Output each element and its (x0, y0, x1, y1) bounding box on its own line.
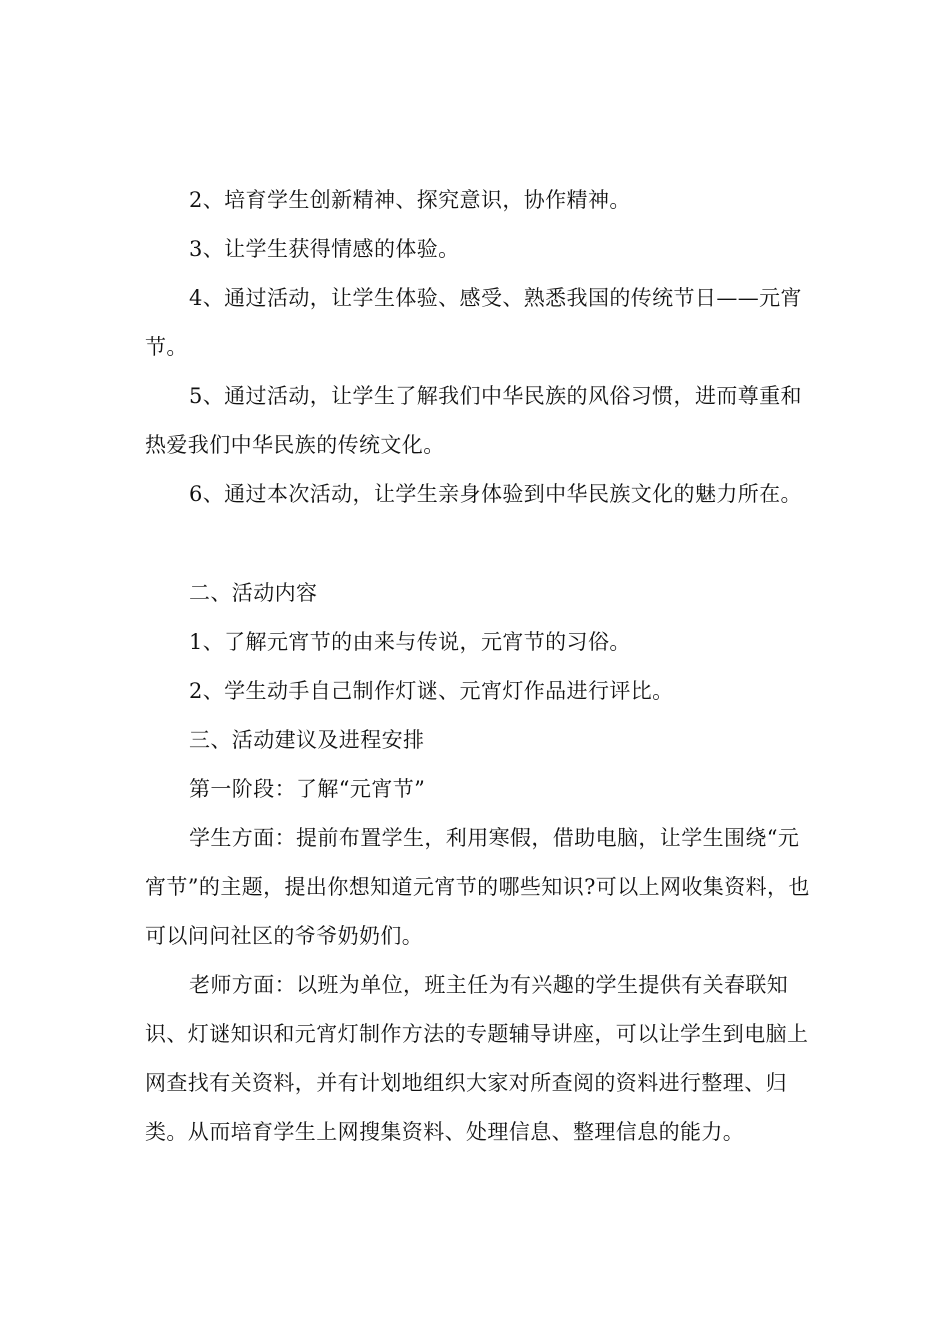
paragraph-objective-4: 4、通过活动，让学生体验、感受、熟悉我国的传统节日——元宵节。 (145, 286, 802, 359)
stage-one-heading: 第一阶段：了解“元宵节” (189, 777, 426, 801)
paragraph-teachers: 老师方面：以班为单位，班主任为有兴趣的学生提供有关春联知识、灯谜知识和元宵灯制作方法的专题辅导讲座，可以让学生到电脑上网查找有关资料，并有计划地组织大家对所查阅的资料进行整理、归类。从而培育学生上网搜集资料、处理信息、整理信息的能力。 (145, 973, 809, 1144)
paragraph-content-1: 1、了解元宵节的由来与传说，元宵节的习俗。 (189, 630, 631, 654)
paragraph-objective-3: 3、让学生获得情感的体验。 (189, 237, 460, 261)
document-body (145, 176, 817, 1157)
section-spacer (145, 519, 817, 569)
paragraph-objective-5: 5、通过活动，让学生了解我们中华民族的风俗习惯，进而尊重和热爱我们中华民族的传统文化。 (145, 384, 802, 457)
section-heading-activity-content: 二、活动内容 (189, 581, 318, 605)
paragraph-objective-6: 6、通过本次活动，让学生亲身体验到中华民族文化的魅力所在。 (189, 482, 802, 506)
section-heading-suggestions: 三、活动建议及进程安排 (189, 728, 425, 752)
paragraph-objective-2: 2、培育学生创新精神、探究意识，协作精神。 (189, 188, 631, 212)
paragraph-students: 学生方面：提前布置学生，利用寒假，借助电脑，让学生围绕“元宵节”的主题，提出你想知道元宵节的哪些知识?可以上网收集资料，也可以问问社区的爷爷奶奶们。 (145, 826, 810, 948)
paragraph-content-2: 2、学生动手自己制作灯谜、元宵灯作品进行评比。 (189, 679, 674, 703)
